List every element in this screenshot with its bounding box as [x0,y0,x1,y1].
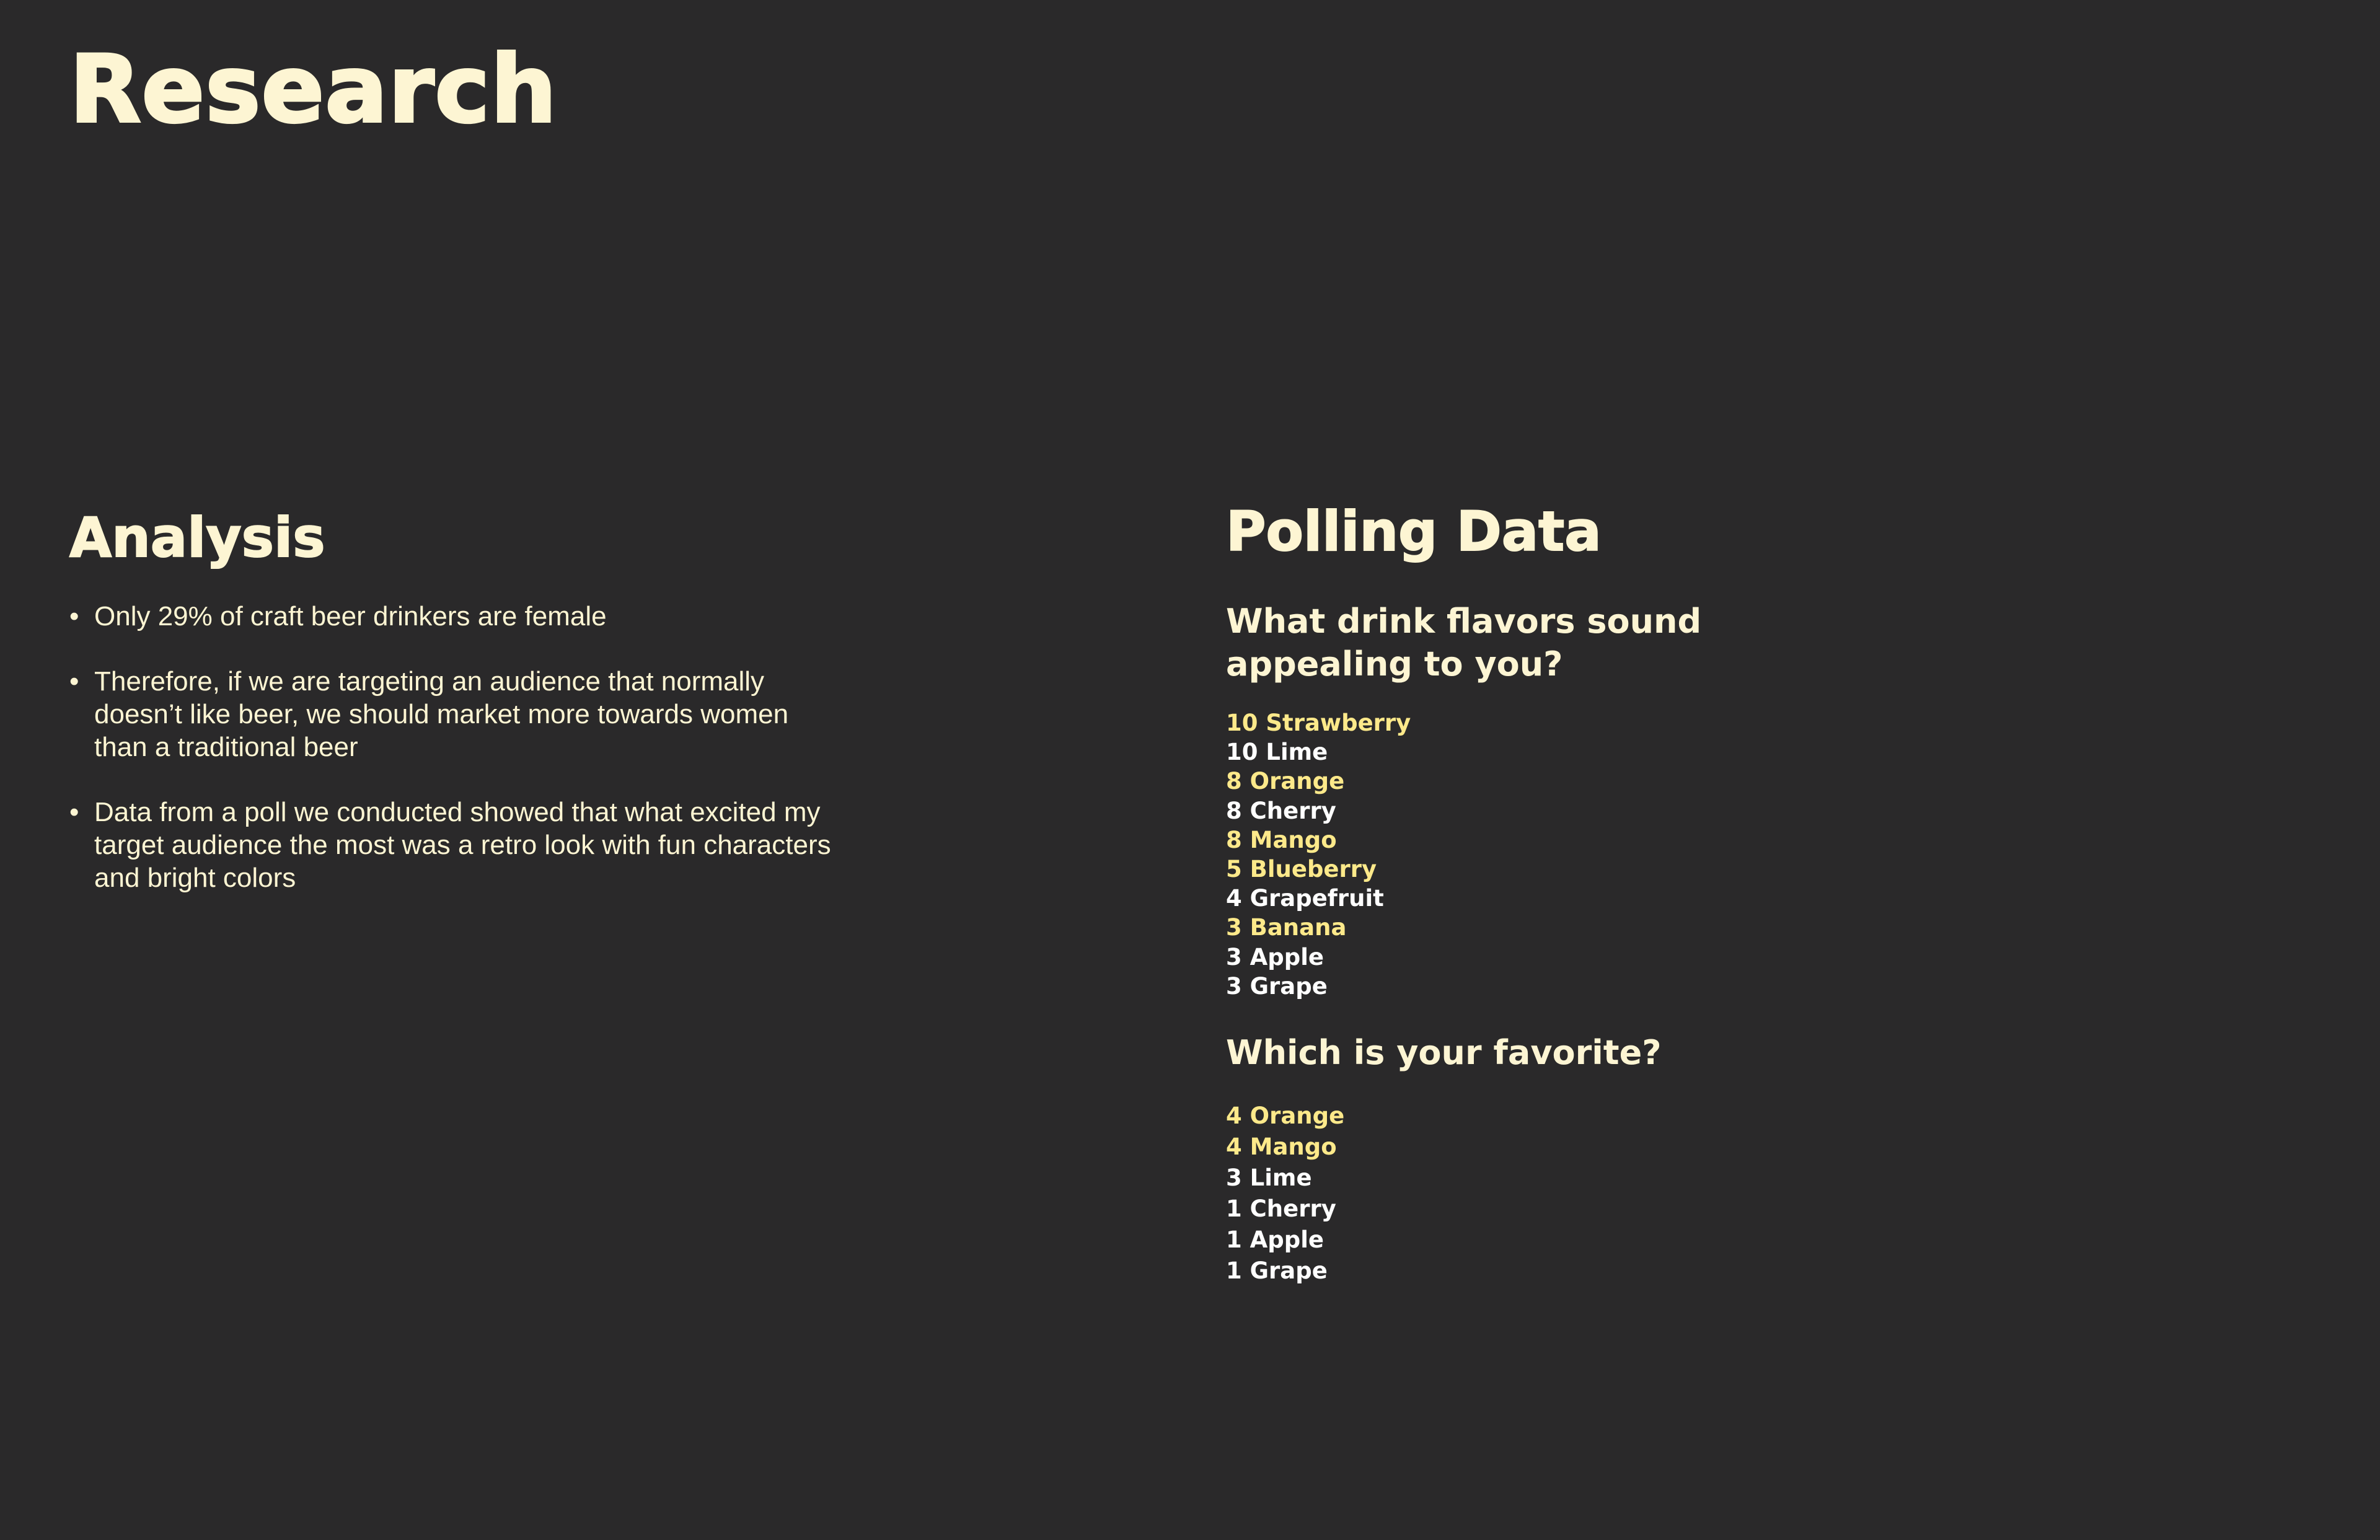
poll-question-favorite: Which is your favorite? [1226,1033,1662,1072]
poll-answer-item: 4 Grapefruit [1226,885,1384,912]
poll-answer-item: 3 Banana [1226,914,1347,941]
analysis-bullet-text: Only 29% of craft beer drinkers are female [94,601,607,631]
poll-answer-item: 1 Apple [1226,1226,1324,1253]
analysis-heading: Analysis [69,506,325,570]
poll-answer-item: 8 Mango [1226,826,1337,853]
analysis-bullet-item [69,796,838,894]
poll-answer-item: 3 Grape [1226,972,1328,1000]
poll-answer-item: 3 Apple [1226,943,1324,970]
analysis-bullet-item [69,665,838,763]
poll-answer-item: 1 Grape [1226,1257,1328,1284]
poll-answer-item: 4 Orange [1226,1102,1345,1129]
page-title: Research [69,36,558,144]
poll-answer-item: 10 Strawberry [1226,710,1411,736]
bullet-icon: • [69,601,79,631]
analysis-bullet-text: Data from a poll we conducted showed that what excited my target audience the most was a retro look with fun characters and bright colors [94,797,831,893]
poll-answers-flavors [1226,708,1411,1001]
bullet-icon: • [69,797,79,827]
poll-answer-item: 4 Mango [1226,1133,1337,1160]
poll-answer-item: 8 Cherry [1226,797,1336,824]
analysis-bullet-item [69,600,838,633]
poll-answer-item: 10 Lime [1226,739,1328,766]
poll-question-flavors: What drink flavors sound appealing to you? [1226,602,1702,684]
polling-data-heading: Polling Data [1226,499,1602,563]
analysis-bullet-text: Therefore, if we are targeting an audience that normally doesn’t like beer, we should market more towards women than a traditional beer [94,666,789,762]
poll-answer-item: 3 Lime [1226,1164,1312,1191]
poll-answers-favorite [1226,1101,1344,1287]
poll-answer-item: 1 Cherry [1226,1195,1336,1222]
bullet-icon: • [69,666,79,697]
poll-answer-item: 8 Orange [1226,768,1345,795]
analysis-bullet-list [69,600,838,926]
poll-answer-item: 5 Blueberry [1226,856,1377,883]
